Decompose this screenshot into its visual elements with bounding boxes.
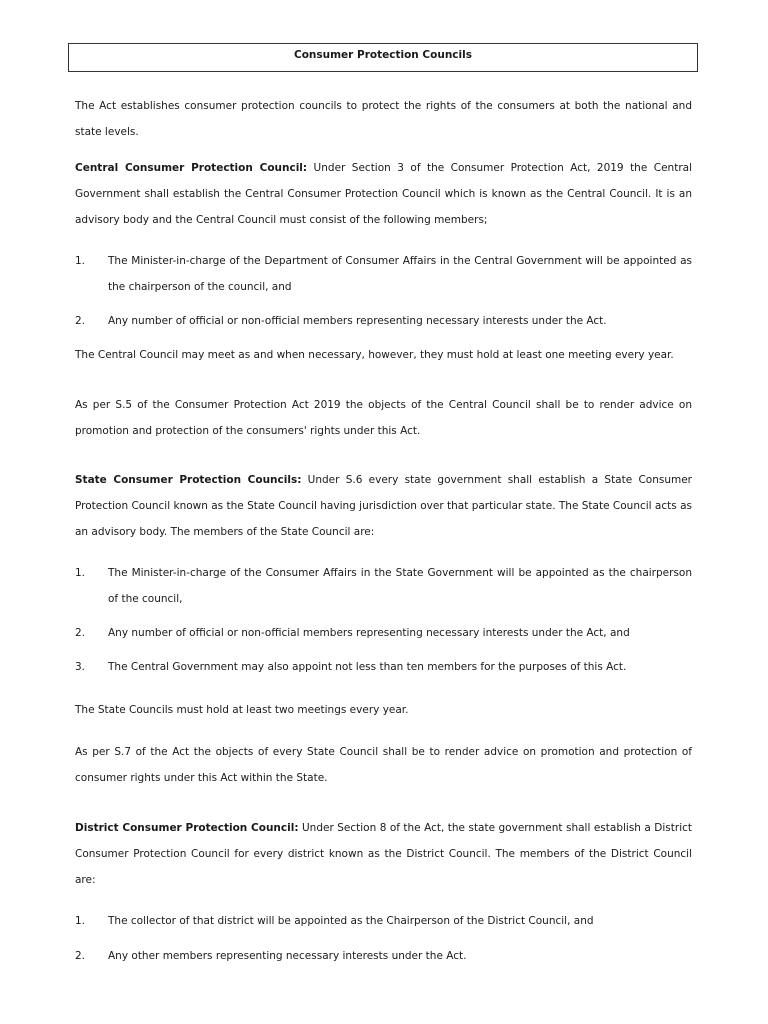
list-text: Any other members representing necessary interests under the Act. — [108, 950, 467, 962]
list-number: 2. — [75, 950, 86, 962]
list-number: 1. — [75, 255, 86, 267]
list-text: The collector of that district will be appointed as the Chairperson of the District Council, and — [108, 915, 594, 927]
central-list-item-1 — [75, 248, 692, 300]
district-council-text: Under Section 8 of the Act, the state government shall establish a District Consumer Protection Council for every district known as the District Council. The members of the District Council are: — [75, 822, 693, 886]
state-list-item-2 — [75, 620, 692, 646]
list-number: 2. — [75, 627, 86, 639]
state-objects-paragraph: As per S.7 of the Act the objects of every State Council shall be to render advice on promotion and protection of consumer rights under this Act within the State. — [75, 746, 692, 784]
district-list-item-1 — [75, 908, 692, 934]
state-council-paragraph — [75, 467, 692, 545]
list-text: The Minister-in-charge of the Department of Consumer Affairs in the Central Government will be appointed as the chairperson of the council, and — [108, 255, 692, 293]
list-text: Any number of official or non-official members representing necessary interests under the Act. — [108, 315, 607, 327]
state-council-heading: State Consumer Protection Councils: — [75, 474, 302, 486]
district-list-item-2 — [75, 943, 692, 969]
central-council-heading: Central Consumer Protection Council: — [75, 162, 308, 174]
list-number: 2. — [75, 315, 86, 327]
list-text: The Minister-in-charge of the Consumer Affairs in the State Government will be appointed as the chairperson of the council, — [108, 567, 692, 605]
state-list-item-3 — [75, 654, 692, 680]
central-list-item-2 — [75, 308, 692, 334]
central-meeting-paragraph: The Central Council may meet as and when necessary, however, they must hold at least one meeting every year. — [75, 349, 674, 361]
state-council-text: Under S.6 every state government shall establish a State Consumer Protection Council known as the State Council having jurisdiction over that particular state. The State Council acts as an advisory body. The members of the State Council are: — [75, 474, 692, 538]
list-number: 1. — [75, 567, 86, 579]
state-meeting-paragraph: The State Councils must hold at least two meetings every year. — [75, 704, 409, 716]
central-council-paragraph — [75, 155, 692, 233]
central-council-text: Under Section 3 of the Consumer Protection Act, 2019 the Central Government shall establish the Central Consumer Protection Council which is known as the Central Council. It is an advisory body and the Central Council must consist of the following members; — [75, 162, 692, 226]
list-number: 1. — [75, 915, 86, 927]
central-objects-paragraph: As per S.5 of the Consumer Protection Act 2019 the objects of the Central Council shall be to render advice on promotion and protection of the consumers' rights under this Act. — [75, 399, 692, 437]
district-council-paragraph — [75, 815, 692, 893]
state-list-item-1 — [75, 560, 692, 612]
list-text: Any number of official or non-official members representing necessary interests under the Act, and — [108, 627, 630, 639]
document-title: Consumer Protection Councils — [68, 43, 698, 72]
list-text: The Central Government may also appoint not less than ten members for the purposes of this Act. — [108, 661, 627, 673]
district-council-heading: District Consumer Protection Council: — [75, 822, 299, 834]
intro-paragraph: The Act establishes consumer protection councils to protect the rights of the consumers at both the national and state levels. — [75, 100, 692, 138]
list-number: 3. — [75, 661, 86, 673]
